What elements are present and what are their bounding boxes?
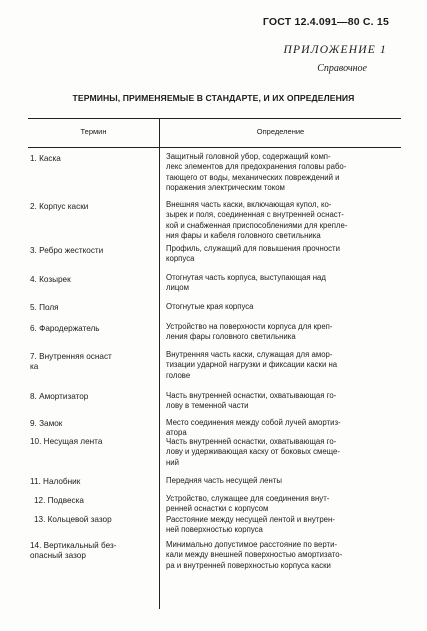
definition-cell: Отогнутые края корпуса [166,302,254,311]
definition-cell: Устройство, служащее для соединения внут- ренней оснастки с корпусом [166,494,330,514]
term-cell: 12. Подвеска [34,496,84,505]
column-divider [159,146,160,609]
definition-cell: Место соединения между собой лучей амортиз- атора [166,418,341,438]
table-header [28,118,401,148]
term-cell: 5. Поля [30,303,59,312]
definition-cell: Защитный головной убор, содержащий комп- лекс элементов для предохранения головы рабо- тающего от воды, механических повреждений и поражения электрическим током [166,152,347,193]
term-cell: 4. Козырек [30,275,71,284]
term-cell: 1. Каска [30,154,61,163]
term-cell: 13. Кольцевой зазор [34,515,112,524]
definition-cell: Передняя часть несущей ленты [166,476,282,485]
term-column-header: Термин [80,127,107,136]
definition-cell: Часть внутренней оснастки, охватывающая го- лову в теменной части [166,391,337,411]
term-cell: 7. Внутренняя оснаст ка [30,352,112,372]
term-cell: 8. Амортизатор [30,392,89,401]
page-header: ГОСТ 12.4.091—80 С. 15 [262,16,389,28]
definition-cell: Минимально допустимое расстояние по верти- кали между внешней поверхностью амортизато- ра и внутренней поверхностью корпуса каски [166,540,343,570]
term-cell: 2. Корпус каски [30,202,89,211]
term-cell: 14. Вертикальный без- опасный зазор [30,541,117,561]
definition-cell: Устройство на поверхности корпуса для креп- ления фары головного светильника [166,322,333,342]
definition-cell: Отогнутая часть корпуса, выступающая над лицом [166,273,326,293]
term-cell: 10. Несущая лента [30,437,103,446]
definition-cell: Внешняя часть каски, включающая купол, ко- зырек и поля, соединенная с внутренней оснаст- кой и снабженная приспособлениями для крепле- ния фары и кабеля головного светильника [166,200,348,241]
term-cell: 6. Фародержатель [30,324,100,333]
term-cell: 3. Ребро жесткости [30,246,104,255]
definition-cell: Расстояние между несущей лентой и внутрен- ней поверхностью корпуса [166,515,335,535]
appendix-subtitle: Справочное [317,63,367,74]
definition-cell: Внутренняя часть каски, служащая для амор- тизации ударной нагрузки и фиксации каски на голове [166,350,338,380]
definition-column-header: Определение [256,127,305,136]
term-cell: 11. Налобник [30,477,81,486]
definition-cell: Часть внутренней оснастки, охватывающая го- лову и удерживающая каску от боковых смеще- ний [166,437,340,467]
definition-cell: Профиль, служащий для повышения прочности корпуса [166,244,340,264]
appendix-title: ПРИЛОЖЕНИЕ 1 [283,44,387,56]
document-title: ТЕРМИНЫ, ПРИМЕНЯЕМЫЕ В СТАНДАРТЕ, И ИХ ОПРЕДЕЛЕНИЯ [72,93,355,103]
term-cell: 9. Замок [30,419,63,428]
